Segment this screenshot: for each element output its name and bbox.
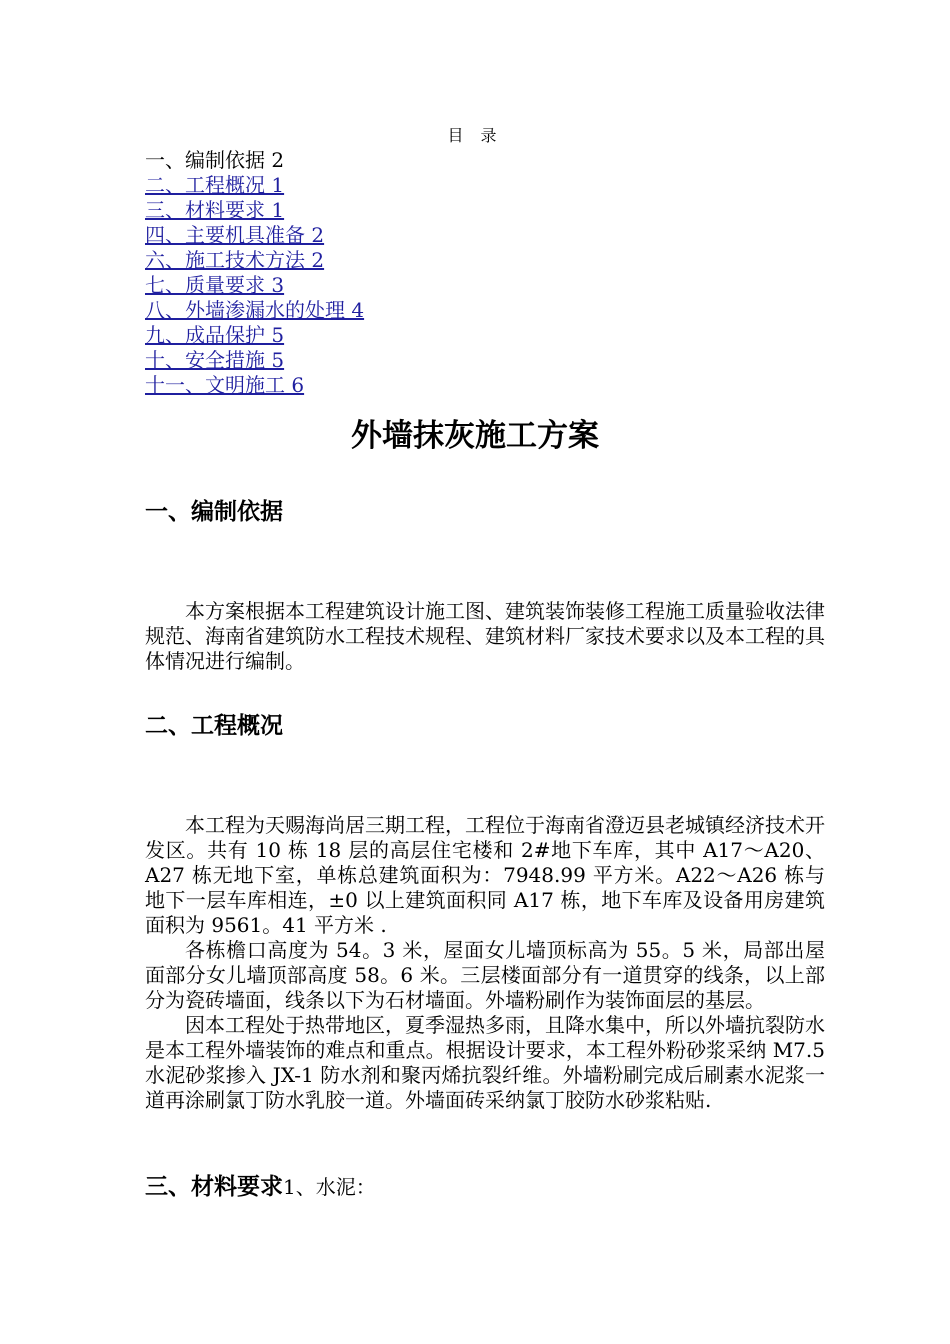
toc-title: 目 录 [447,126,503,145]
toc-link[interactable]: 一、编制依据 2 [145,148,285,172]
paragraph: 本工程为天赐海尚居三期工程，工程位于海南省澄迈县老城镇经济技术开发区。共有 10 栋 18 层的高层住宅楼和 2#地下车库，其中 A17～A20、A27 栋无地下室，单栋总建筑面积为：7948.99 平方米。A22～A26 栋与地下一层车库相连，±0 以上建筑面积同 A17 栋，地下车库及设备用房建筑面积为 9561。41 平方米 . [145,813,825,937]
toc-item-11[interactable] [145,373,364,398]
paragraph: 本方案根据本工程建筑设计施工图、建筑装饰装修工程施工质量验收法律规范、海南省建筑防水工程技术规程、建筑材料厂家技术要求以及本工程的具体情况进行编制。 [145,599,825,673]
toc-link[interactable]: 三、材料要求 1 [145,198,285,222]
toc-item-7[interactable] [145,273,364,298]
toc-link[interactable]: 十、安全措施 5 [145,348,285,372]
toc-item-3[interactable] [145,198,364,223]
document-title: 外墙抹灰施工方案 [351,418,599,454]
toc-link[interactable]: 六、施工技术方法 2 [145,248,325,272]
toc-item-6[interactable] [145,248,364,273]
section-heading-basis: 一、编制依据 [145,499,283,525]
materials-first-item: 1、水泥： [283,1175,376,1199]
section-body-basis [145,599,825,674]
paragraph: 各栋檐口高度为 54。3 米，屋面女儿墙顶标高为 55。5 米，局部出屋面部分女儿墙顶部高度 58。6 米。三层楼面部分有一道贯穿的线条，以上部分为瓷砖墙面，线条以下为石材墙面。外墙粉刷作为装饰面层的基层。 [145,938,825,1012]
toc-item-9[interactable] [145,323,364,348]
toc-item-2[interactable] [145,173,364,198]
toc-item-4[interactable] [145,223,364,248]
section-heading-text: 三、材料要求 [145,1174,283,1200]
toc-link[interactable]: 四、主要机具准备 2 [145,223,325,247]
paragraph: 因本工程处于热带地区，夏季湿热多雨，且降水集中，所以外墙抗裂防水是本工程外墙装饰的难点和重点。根据设计要求，本工程外粉砂浆采纳 M7.5 水泥砂浆掺入 JX-1 防水剂和聚丙烯抗裂纤维。外墙粉刷完成后刷素水泥浆一道再涂刷氯丁防水乳胶一道。外墙面砖采纳氯丁胶防水砂浆粘贴. [145,1013,825,1112]
toc-item-8[interactable] [145,298,364,323]
section-heading-materials [145,1172,376,1202]
toc-link[interactable]: 七、质量要求 3 [145,273,285,297]
section-body-overview [145,813,825,1113]
toc-item-1[interactable] [145,148,364,173]
section-heading-overview: 二、工程概况 [145,713,283,739]
toc-link[interactable]: 十一、文明施工 6 [145,373,305,397]
toc-link[interactable]: 九、成品保护 5 [145,323,285,347]
toc-link[interactable]: 二、工程概况 1 [145,173,285,197]
table-of-contents [145,148,364,398]
toc-link[interactable]: 八、外墙渗漏水的处理 4 [145,298,365,322]
toc-item-10[interactable] [145,348,364,373]
